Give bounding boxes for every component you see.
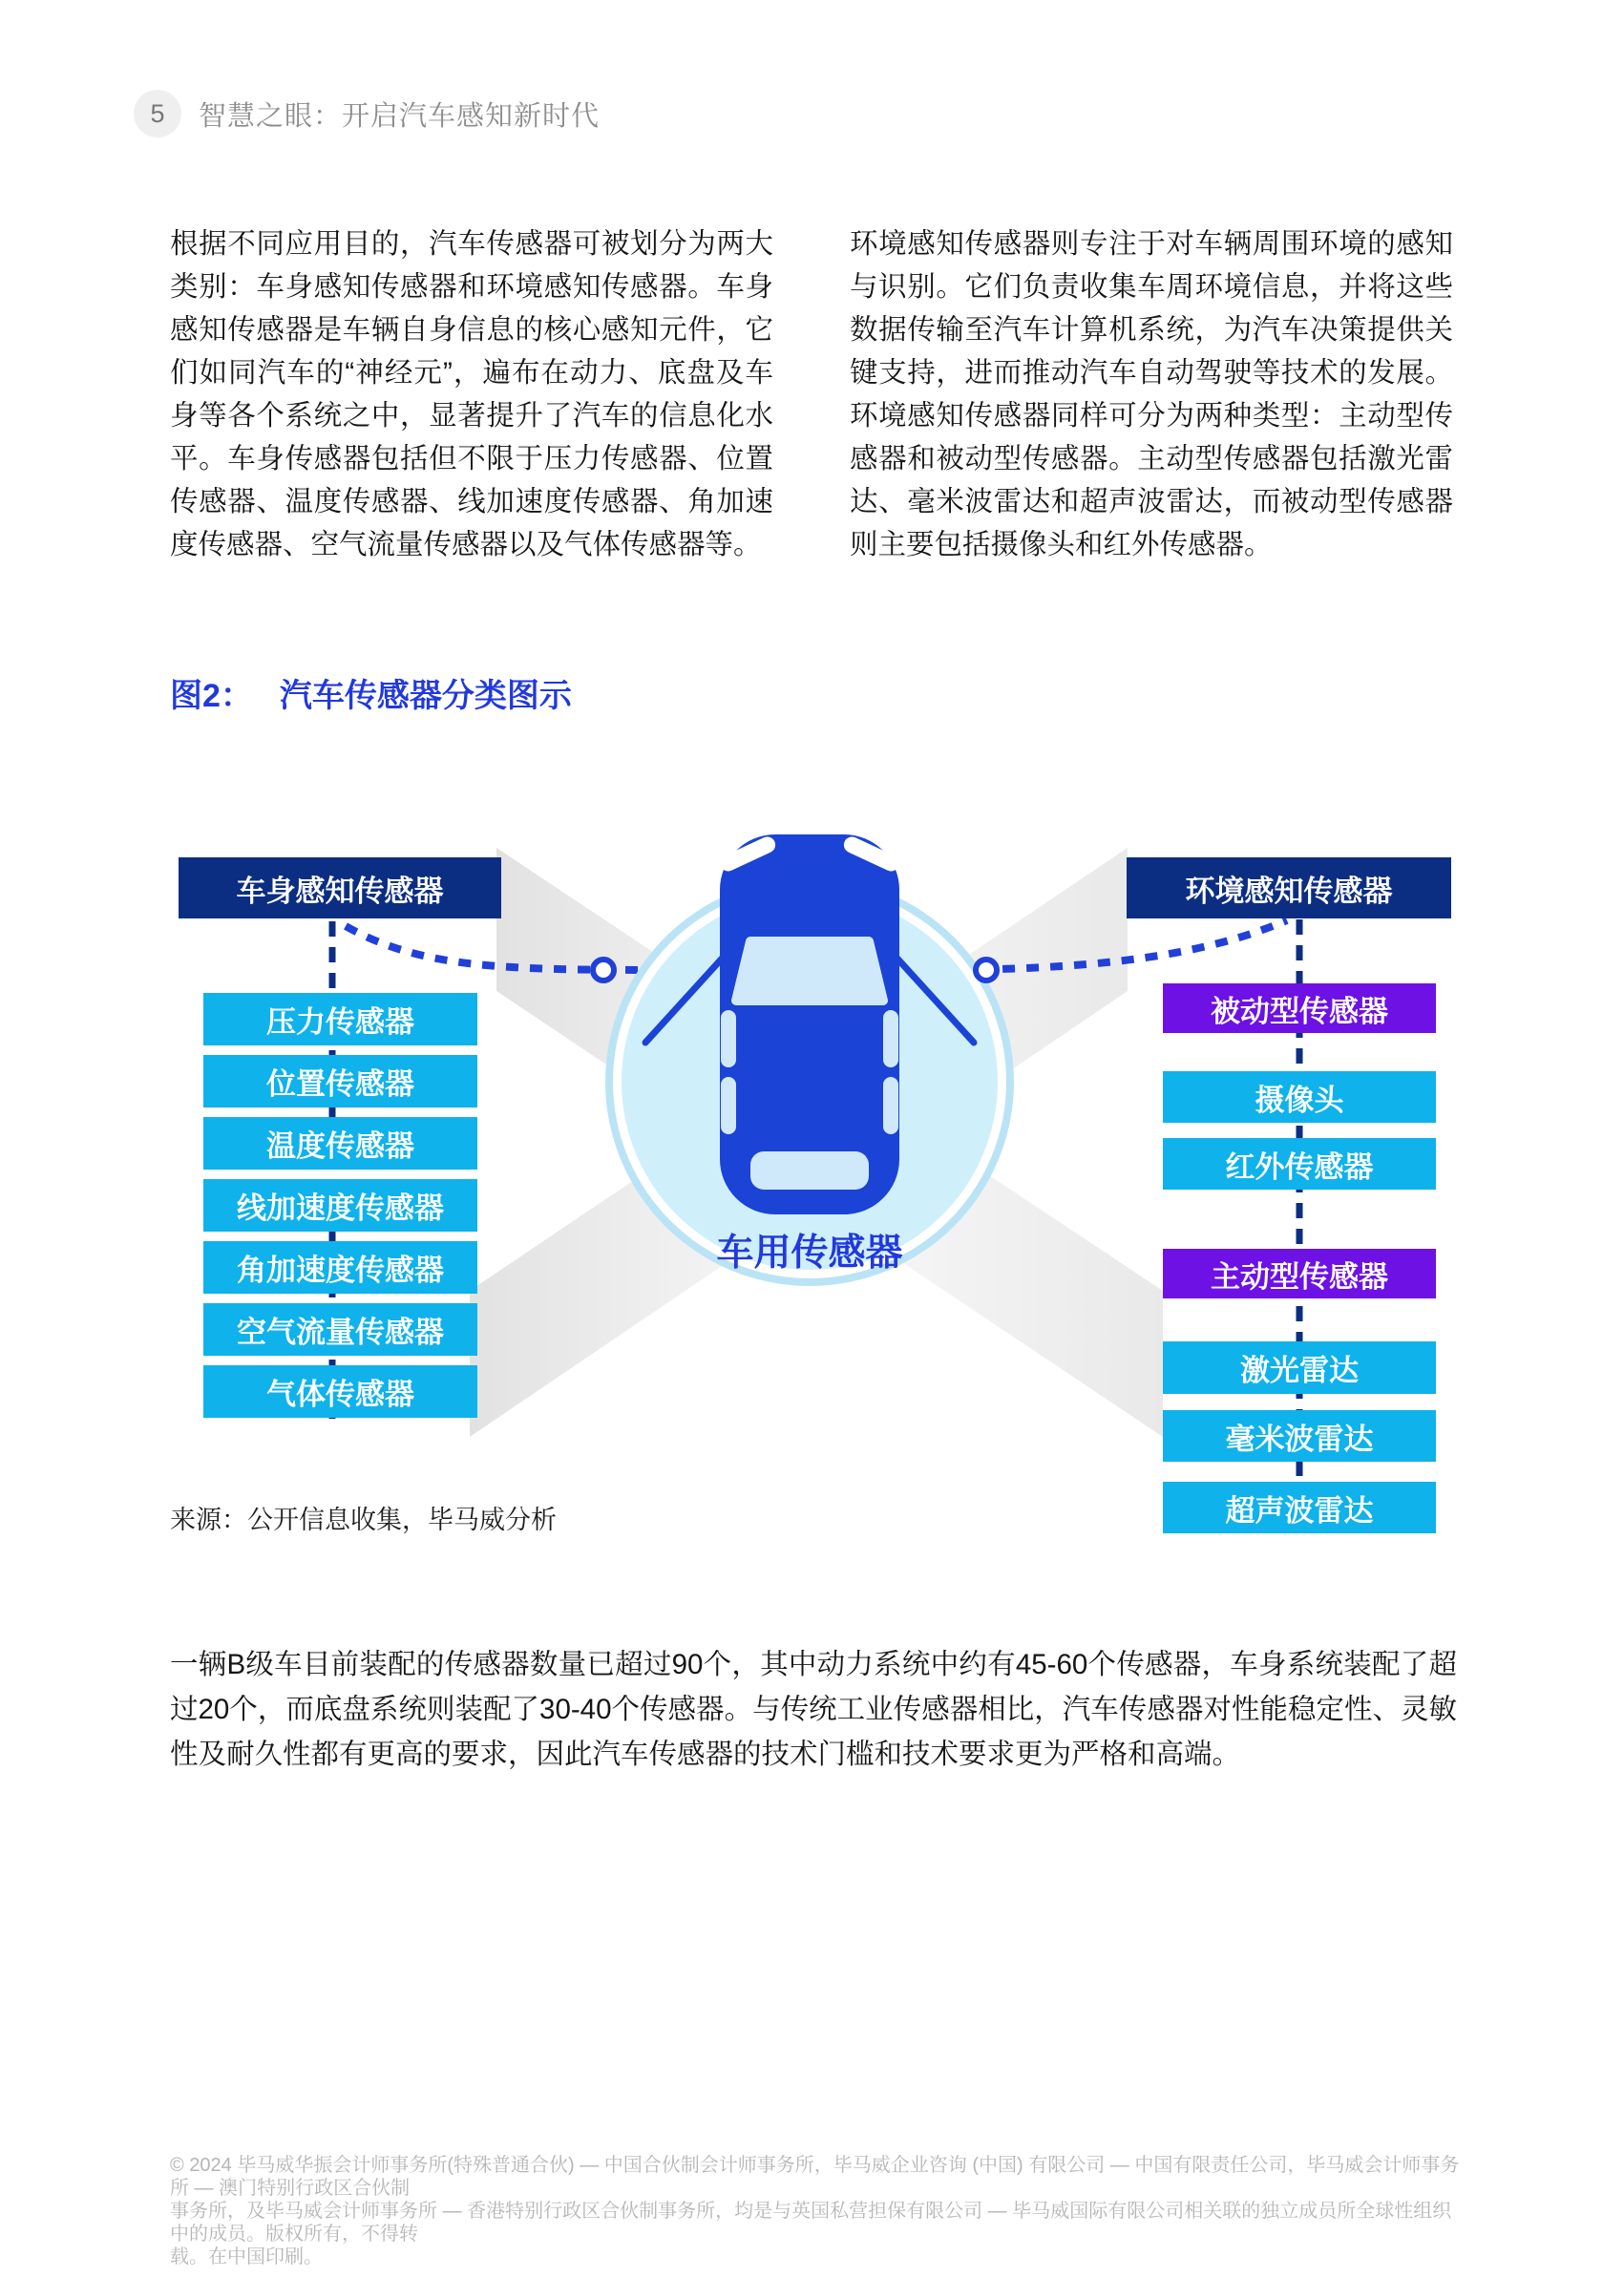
car-windshield bbox=[736, 941, 883, 1001]
page-title: 智慧之眼：开启汽车感知新时代 bbox=[199, 100, 601, 132]
left-sensor-box: 位置传感器 bbox=[203, 1055, 477, 1107]
right-connector-node bbox=[976, 960, 997, 981]
right-sensor-box: 红外传感器 bbox=[1163, 1138, 1436, 1190]
figure-label: 图2： bbox=[170, 678, 253, 714]
footer-legal bbox=[170, 2154, 1468, 2268]
left-sensor-box: 角加速度传感器 bbox=[203, 1241, 477, 1294]
footer-line: 事务所，及毕马威会计师事务所 — 香港特别行政区合伙制事务所，均是与英国私营担保有限公司 — 毕马威国际有限公司相关联的独立成员所全球性组织中的成员。版权所有，不得转 bbox=[170, 2201, 1452, 2245]
right-category-header: 环境感知传感器 bbox=[1127, 857, 1451, 918]
left-category-header: 车身感知传感器 bbox=[179, 857, 501, 918]
left-sensor-box: 压力传感器 bbox=[203, 993, 477, 1045]
left-sensor-box: 温度传感器 bbox=[203, 1117, 477, 1170]
car-side-window bbox=[721, 1010, 736, 1067]
intro-paragraph-left: 根据不同应用目的，汽车传感器可被划分为两大类别：车身感知传感器和环境感知传感器。车身感知传感器是车辆自身信息的核心感知元件，它们如同汽车的“神经元”，遍布在动力、底盘及车身等各个系统之中，显著提升了汽车的信息化水平。车身传感器包括但不限于压力传感器、位置传感器、温度传感器、线加速度传感器、角加速度传感器、空气流量传感器以及气体传感器等。 bbox=[170, 228, 773, 560]
footer-line: 载。在中国印刷。 bbox=[170, 2246, 323, 2267]
footer-line: © 2024 毕马威华振会计师事务所(特殊普通合伙) — 中国合伙制会计师事务所，毕马威企业咨询 (中国) 有限公司 — 中国有限责任公司，毕马威会计师事务所 — 澳门特别行政区合伙制 bbox=[170, 2155, 1460, 2199]
passive-sensor-group-label: 被动型传感器 bbox=[1163, 983, 1436, 1033]
page-number-badge: 5 bbox=[134, 90, 181, 137]
intro-paragraph-right: 环境感知传感器则专注于对车辆周围环境的感知与识别。它们负责收集车周环境信息，并将这些数据传输至汽车计算机系统，为汽车决策提供关键支持，进而推动汽车自动驾驶等技术的发展。环境感知传感器同样可分为两种类型：主动型传感器和被动型传感器。主动型传感器包括激光雷达、毫米波雷达和超声波雷达，而被动型传感器则主要包括摄像头和红外传感器。 bbox=[850, 228, 1453, 560]
right-sensor-box: 激光雷达 bbox=[1163, 1341, 1436, 1394]
right-sensor-box: 毫米波雷达 bbox=[1163, 1410, 1436, 1462]
left-sensor-box: 气体传感器 bbox=[203, 1365, 477, 1418]
left-connector-node bbox=[593, 960, 614, 981]
source-note: 来源：公开信息收集，毕马威分析 bbox=[170, 1506, 557, 1534]
car-side-window bbox=[883, 1010, 898, 1067]
body-paragraph: 一辆B级车目前装配的传感器数量已超过90个，其中动力系统中约有45-60个传感器，车身系统装配了超过20个，而底盘系统则装配了30-40个传感器。与传统工业传感器相比，汽车传感器对性能稳定性、灵敏性及耐久性都有更高的要求，因此汽车传感器的技术门槛和技术要求更为严格和高端。 bbox=[170, 1649, 1457, 1770]
car-sensor-label: 车用传感器 bbox=[716, 1233, 903, 1274]
car-rear-window bbox=[750, 1151, 869, 1190]
figure-title-text: 汽车传感器分类图示 bbox=[279, 678, 572, 714]
car-side-window bbox=[883, 1077, 898, 1134]
left-sensor-box: 线加速度传感器 bbox=[203, 1179, 477, 1232]
active-sensor-group-label: 主动型传感器 bbox=[1163, 1249, 1436, 1298]
right-sensor-box: 摄像头 bbox=[1163, 1071, 1436, 1123]
left-sensor-box: 空气流量传感器 bbox=[203, 1303, 477, 1356]
car-side-window bbox=[721, 1077, 736, 1134]
right-sensor-box: 超声波雷达 bbox=[1163, 1482, 1436, 1533]
